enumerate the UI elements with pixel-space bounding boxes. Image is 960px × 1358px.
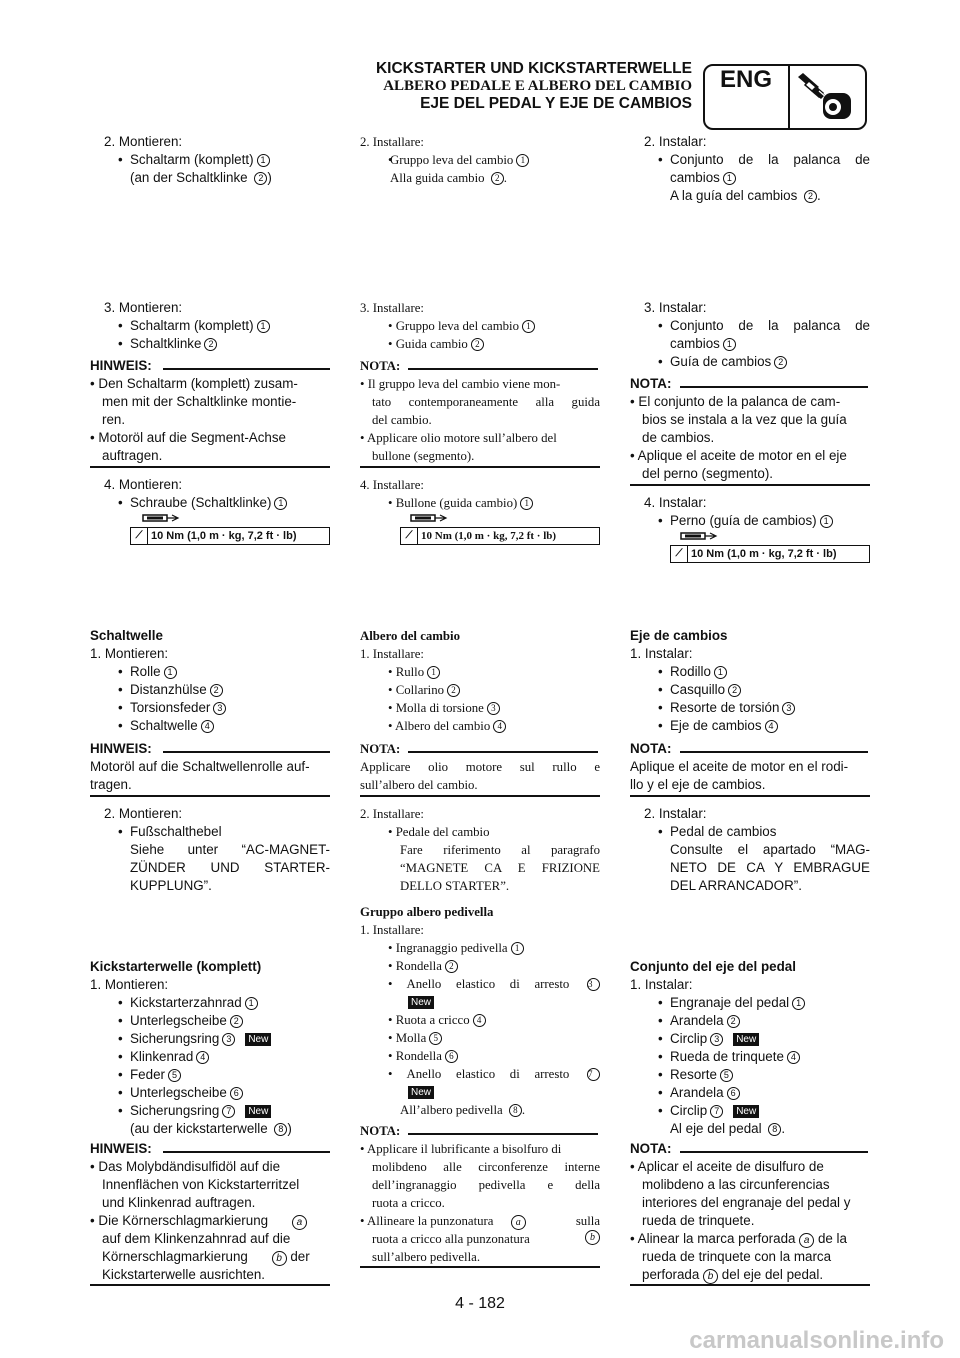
es-step-4: 4. Instalar: • Perno (guía de cambios) 1 — [630, 494, 870, 530]
de-note-rule — [163, 368, 330, 370]
de-note-1: • Den Schaltarm (komplett) zusam- men mit der Schaltklinke montie- ren. • Motoröl auf die Segment-Achse auftragen. — [90, 376, 298, 463]
torque-icon: ⟋ — [671, 546, 688, 562]
de-note-rule — [163, 751, 330, 753]
de-shift-shaft: Schaltwelle 1. Montieren: • Rolle 1 • Distanzhülse 2 • Torsionsfeder 3 • Schaltwelle 4 — [90, 627, 330, 735]
header-title-es: EJE DEL PEDAL Y EJE DE CAMBIOS — [420, 95, 692, 112]
section-title: Gruppo albero pedivella — [360, 905, 494, 919]
de-note-label-1: HINWEIS: — [90, 358, 152, 373]
de-step-3: 3. Montieren: • Schaltarm (komplett) 1 • Schaltklinke 2 — [90, 299, 330, 353]
new-badge: New — [408, 1086, 434, 1099]
eng-badge — [703, 64, 867, 130]
de-note-end-rule — [90, 795, 330, 797]
it-shift-shaft: Albero del cambio 1. Installare: • Rullo 1 • Collarino 2 • Molla di torsione 3 • Albero del cambio 4 — [360, 627, 600, 735]
es-note-rule — [680, 386, 868, 388]
it-note-rule — [408, 751, 598, 753]
it-note-rule — [408, 368, 598, 370]
section-title: Albero del cambio — [360, 629, 461, 643]
torque-wrench-icon — [142, 512, 184, 526]
es-pedal-step: 2. Instalar: • Pedal de cambios Consulte el apartado “MAG- NETO DE CA Y EMBRAGUE DEL ARRANCADOR”. — [630, 805, 870, 895]
es-torque-box: ⟋ 10 Nm (1,0 m · kg, 7,2 ft · lb) — [670, 545, 870, 563]
de-pedal-step: 2. Montieren: • Fußschalthebel Siehe unter “AC-MAGNET- ZÜNDER UND STARTER- KUPPLUNG”. — [90, 805, 330, 895]
badge-divider — [788, 66, 790, 128]
es-note-3: • Aplicar el aceite de disulfuro de molibdeno a las circunferencias interiores del engranaje del pedal y rueda de trinquete. • Alinear la marca perforada a de la rueda de trinquete con la marca perforada b del eje del pedal. — [630, 1159, 851, 1282]
it-torque-box: ⟋ 10 Nm (1,0 m · kg, 7,2 ft · lb) — [400, 527, 600, 545]
page-header — [232, 60, 692, 113]
es-note-label-2: NOTA: — [630, 741, 672, 756]
torque-icon: ⟋ — [131, 528, 148, 544]
de-note-end-rule — [90, 466, 330, 468]
it-kick-shaft: Gruppo albero pedivella 1. Installare: • Ingranaggio pedivella 1 • Rondella 2 • Anello elastico di arresto 3 New • Ruota a cricco 4 • Molla 5 • Rondella 6 • Anello elastico di arresto 7 New All’albero pedivella 8 . — [360, 903, 600, 1119]
torque-icon: ⟋ — [401, 528, 418, 544]
it-note-rule — [408, 1133, 598, 1135]
new-badge: New — [733, 1105, 759, 1118]
section-title: Kickstarterwelle (komplett) — [90, 959, 262, 974]
section-title: Eje de cambios — [630, 628, 728, 643]
header-title-de: KICKSTARTER UND KICKSTARTERWELLE — [375, 60, 692, 77]
es-note-label-3: NOTA: — [630, 1141, 672, 1156]
es-note-label-1: NOTA: — [630, 376, 672, 391]
de-kick-shaft: Kickstarterwelle (komplett) 1. Montieren: • Kickstarterzahnrad 1 • Unterlegscheibe 2 • Sicherungsring 3 New • Klinkenrad 4 • Feder 5 • Unterlegscheibe 6 • Sicherungsring 7 New (au der kickstarterwelle 8 ) — [90, 958, 330, 1138]
it-note-2: Applicare olio motore sul rullo e sull’albero del cambio. — [360, 760, 600, 792]
torque-wrench-icon — [680, 530, 722, 544]
new-badge: New — [408, 996, 434, 1009]
de-note-2: Motoröl auf die Schaltwellenrolle auf- tragen. — [90, 759, 310, 792]
it-pedal-step: 2. Installare: • Pedale del cambio Fare riferimento al paragrafo “MAGNETE CA E FRIZIONE DELLO STARTER”. — [360, 807, 600, 893]
new-badge: New — [733, 1033, 759, 1046]
engine-bolt-icon — [793, 69, 861, 125]
es-note-rule — [680, 751, 868, 753]
eng-label: ENG — [719, 66, 772, 93]
it-note-end-rule — [360, 1266, 600, 1268]
es-kick-shaft: Conjunto del eje del pedal 1. Instalar: • Engranaje del pedal 1 • Arandela 2 • Circlip 3 New • Rueda de trinquete 4 • Resorte 5 • Arandela 6 • Circlip 7 New Al eje del pedal 8 . — [630, 958, 870, 1138]
de-note-3: • Das Molybdändisulfidöl auf die Innenflächen von Kickstarterritzel und Klinkenrad auftragen. • Die Körnerschlagmarkierung a auf dem Klinkenzahnrad auf die Körnerschlagmarkierung b der Kickstarterwelle ausrichten. — [90, 1159, 310, 1282]
it-note-end-rule — [360, 795, 600, 797]
it-note-end-rule — [360, 466, 600, 468]
de-step-4: 4. Montieren: • Schraube (Schaltklinke) 1 — [90, 476, 330, 512]
es-step-3: 3. Instalar: • Conjunto de la palanca de cambios 1 • Guía de cambios 2 — [630, 299, 870, 371]
section-title: Schaltwelle — [90, 628, 163, 643]
es-note-2: Aplique el aceite de motor en el rodi- llo y el eje de cambios. — [630, 759, 849, 792]
it-note-label-1: NOTA: — [360, 359, 401, 373]
es-note-end-rule — [630, 795, 870, 797]
es-note-end-rule — [630, 1284, 870, 1286]
header-title-it: ALBERO PEDALE E ALBERO DEL CAMBIO — [383, 78, 692, 94]
de-note-rule — [163, 1151, 330, 1153]
torque-wrench-icon — [410, 512, 452, 526]
new-badge: New — [245, 1033, 271, 1046]
watermark: carmanualsonline.info — [689, 1327, 944, 1354]
new-badge: New — [245, 1105, 271, 1118]
it-note-label-3: NOTA: — [360, 1124, 401, 1138]
page-number: 4 - 182 — [455, 1295, 505, 1312]
es-note-1: • El conjunto de la palanca de cam- bios se instala a la vez que la guía de cambios. • Aplique el aceite de motor en el eje del perno (segmento). — [630, 394, 847, 481]
es-shift-shaft: Eje de cambios 1. Instalar: • Rodillo 1 • Casquillo 2 • Resorte de torsión 3 • Eje de cambios 4 — [630, 627, 870, 735]
es-note-end-rule — [630, 484, 870, 486]
it-step-4: 4. Installare: • Bullone (guida cambio) 1 — [360, 476, 600, 512]
it-note-3: • Applicare il lubrificante a bisolfuro di molibdeno alle circonferenze interne dell’ingranaggio pedivella e della ruota a cricco. • Allineare la punzonatura a sulla ruota a cricco alla punzonatura b sull’albero pedivella. — [360, 1142, 600, 1264]
es-step-2: 2. Instalar: • Conjunto de la palanca de cambios 1 A la guía del cambios 2 . — [630, 133, 870, 205]
it-step-2: 2. Installare: • Gruppo leva del cambio 1 Alla guida cambio 2 . — [360, 133, 600, 187]
de-torque-box: ⟋ 10 Nm (1,0 m · kg, 7,2 ft · lb) — [130, 527, 330, 545]
it-step-3: 3. Installare: • Gruppo leva del cambio 1 • Guida cambio 2 — [360, 299, 600, 353]
it-note-label-2: NOTA: — [360, 742, 401, 756]
de-note-label-2: HINWEIS: — [90, 741, 152, 756]
section-title: Conjunto del eje del pedal — [630, 959, 796, 974]
es-note-rule — [680, 1151, 868, 1153]
de-step-2: 2. Montieren: • Schaltarm (komplett) 1 (an der Schaltklinke 2 ) — [90, 133, 330, 187]
de-note-label-3: HINWEIS: — [90, 1141, 152, 1156]
it-note-1: • Il gruppo leva del cambio viene mon- tato contemporaneamente alla guida del cambio. • Applicare olio motore sull’albero del bullone (segmento). — [360, 377, 600, 463]
de-note-end-rule — [90, 1284, 330, 1286]
